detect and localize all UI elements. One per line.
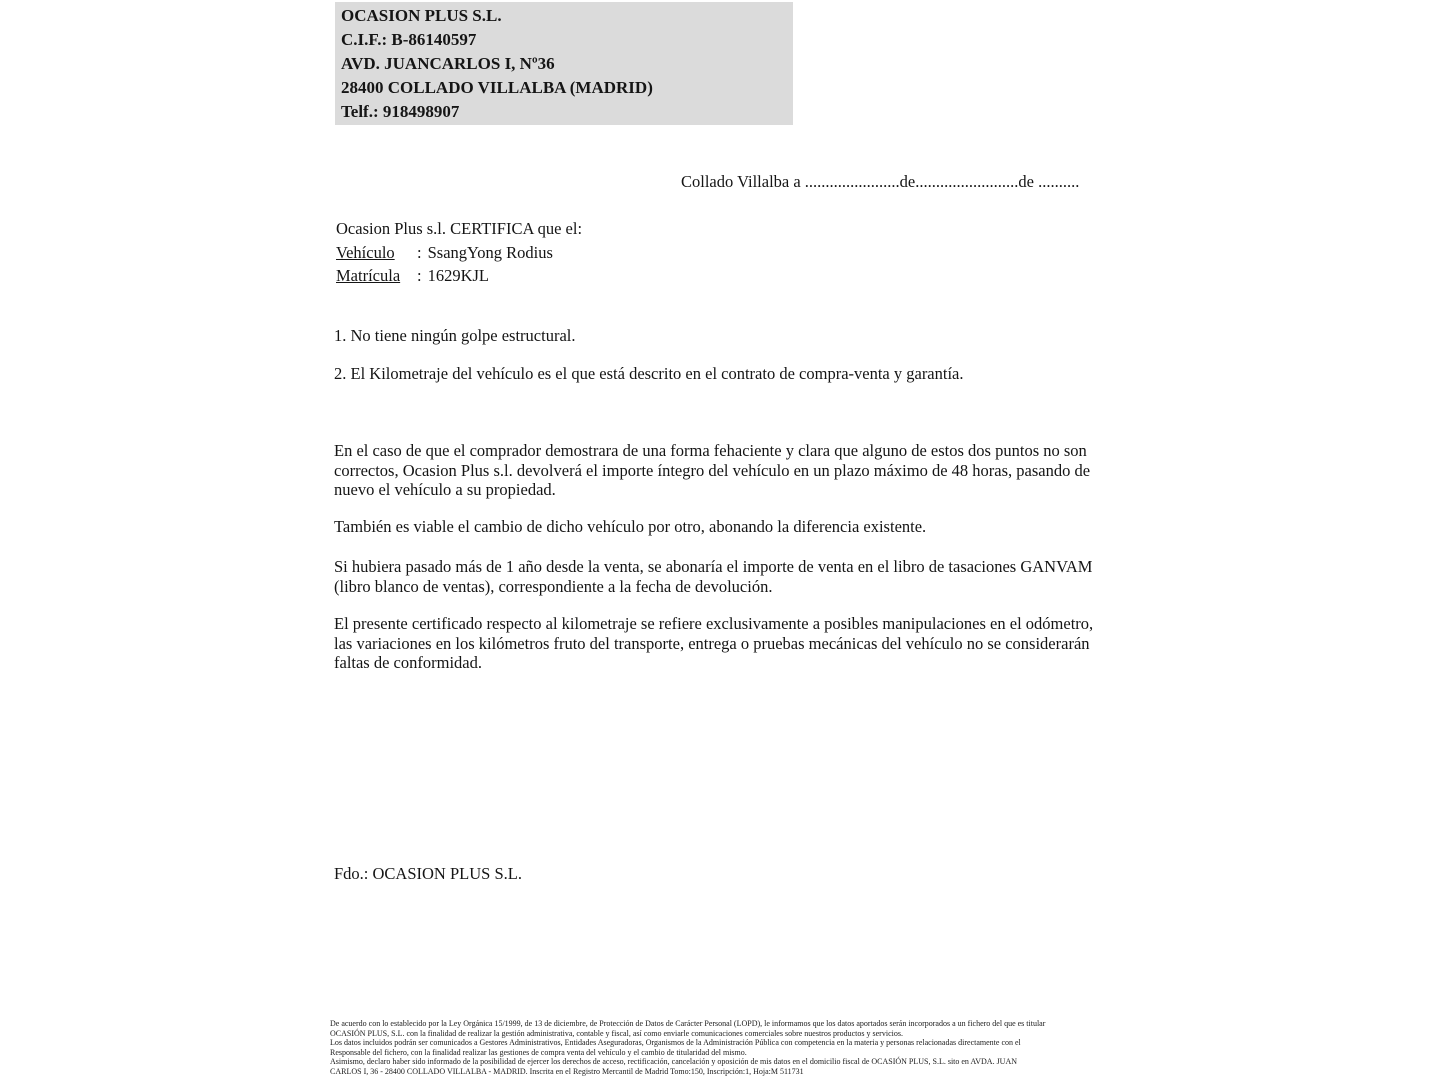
legal-line: Asimismo, declaro haber sido informado de la posibilidad de ejercer los derechos de acceso, rectificación, cancelación y oposición de mis datos en el domicilio fiscal de OCASIÓN PLUS, S.L. sito en AVDA. JUAN	[330, 1057, 1018, 1066]
date-fill-line: Collado Villalba a .......................de.........................de ..........	[681, 172, 1080, 191]
plate-separator: :	[417, 266, 422, 285]
company-address: AVD. JUANCARLOS I, Nº36	[341, 54, 555, 73]
legal-line: OCASIÓN PLUS, S.L. con la finalidad de realizar la gestión administrativa, contable y fiscal, así como enviarle comunicaciones comerciales sobre nuestros productos y servicios.	[330, 1028, 903, 1038]
certification-block	[336, 217, 582, 288]
company-name: OCASION PLUS S.L.	[341, 6, 502, 25]
vehicle-separator: :	[417, 242, 422, 262]
paragraph-exchange: También es viable el cambio de dicho vehículo por otro, abonando la diferencia existente.	[334, 517, 927, 536]
certification-intro: Ocasion Plus s.l. CERTIFICA que el:	[336, 219, 583, 238]
plate-label: Matrícula	[336, 266, 401, 285]
vehicle-label: Vehículo	[336, 242, 395, 262]
plate-field-row	[336, 264, 582, 288]
company-phone: Telf.: 918498907	[341, 102, 460, 121]
company-header-box	[335, 2, 793, 125]
paragraph-odometer: El presente certificado respecto al kilometraje se refiere exclusivamente a posibles manipulaciones en el odómetro, las variaciones en los kilómetros fruto del transporte, entrega o pruebas mecánicas del vehículo no se considerarán faltas de conformidad.	[334, 614, 1094, 672]
paragraph-refund: En el caso de que el comprador demostrara de una forma fehaciente y clara que alguno de estos dos puntos no son correctos, Ocasion Plus s.l. devolverá el importe íntegro del vehículo en un plazo máximo de 48 horas, pasando de nuevo el vehículo a su propiedad.	[334, 441, 1091, 499]
point-mileage: 2. El Kilometraje del vehículo es el que está descrito en el contrato de compra-venta y garantía.	[334, 364, 964, 383]
legal-line: Responsable del fichero, con la finalidad realizar las gestiones de compra venta del vehículo y el cambio de titularidad del mismo.	[330, 1047, 747, 1057]
legal-line: Los datos incluidos podrán ser comunicados a Gestores Administrativos, Entidades Aseguradoras, Organismos de la Administración Pública con competencia en la materia y personas relacionadas directamente con el	[330, 1038, 1021, 1047]
plate-value: 1629KJL	[427, 266, 490, 285]
legal-line: De acuerdo con lo establecido por la Ley Orgánica 15/1999, de 13 de diciembre, de Protección de Datos de Carácter Personal (LOPD), le informamos que los datos aportados serán incorporados a un fichero del que es titular	[330, 1019, 1046, 1028]
legal-fine-print	[330, 1019, 1045, 1076]
vehicle-field-row	[336, 241, 582, 265]
paragraph-ganvam: Si hubiera pasado más de 1 año desde la venta, se abonaría el importe de venta en el libro de tasaciones GANVAM (libro blanco de ventas), correspondiente a la fecha de devolución.	[334, 557, 1093, 596]
point-structural: 1. No tiene ningún golpe estructural.	[334, 326, 576, 345]
vehicle-value: SsangYong Rodius	[427, 242, 553, 262]
legal-line: CARLOS I, 36 - 28400 COLLADO VILLALBA - MADRID. Inscrita en el Registro Mercantil de Madrid Tomo:150, Inscripción:1, Hoja:M 511731	[330, 1066, 804, 1076]
company-city: 28400 COLLADO VILLALBA (MADRID)	[341, 78, 653, 97]
company-cif: C.I.F.: B-86140597	[341, 30, 477, 49]
signature-line: Fdo.: OCASION PLUS S.L.	[334, 864, 522, 883]
